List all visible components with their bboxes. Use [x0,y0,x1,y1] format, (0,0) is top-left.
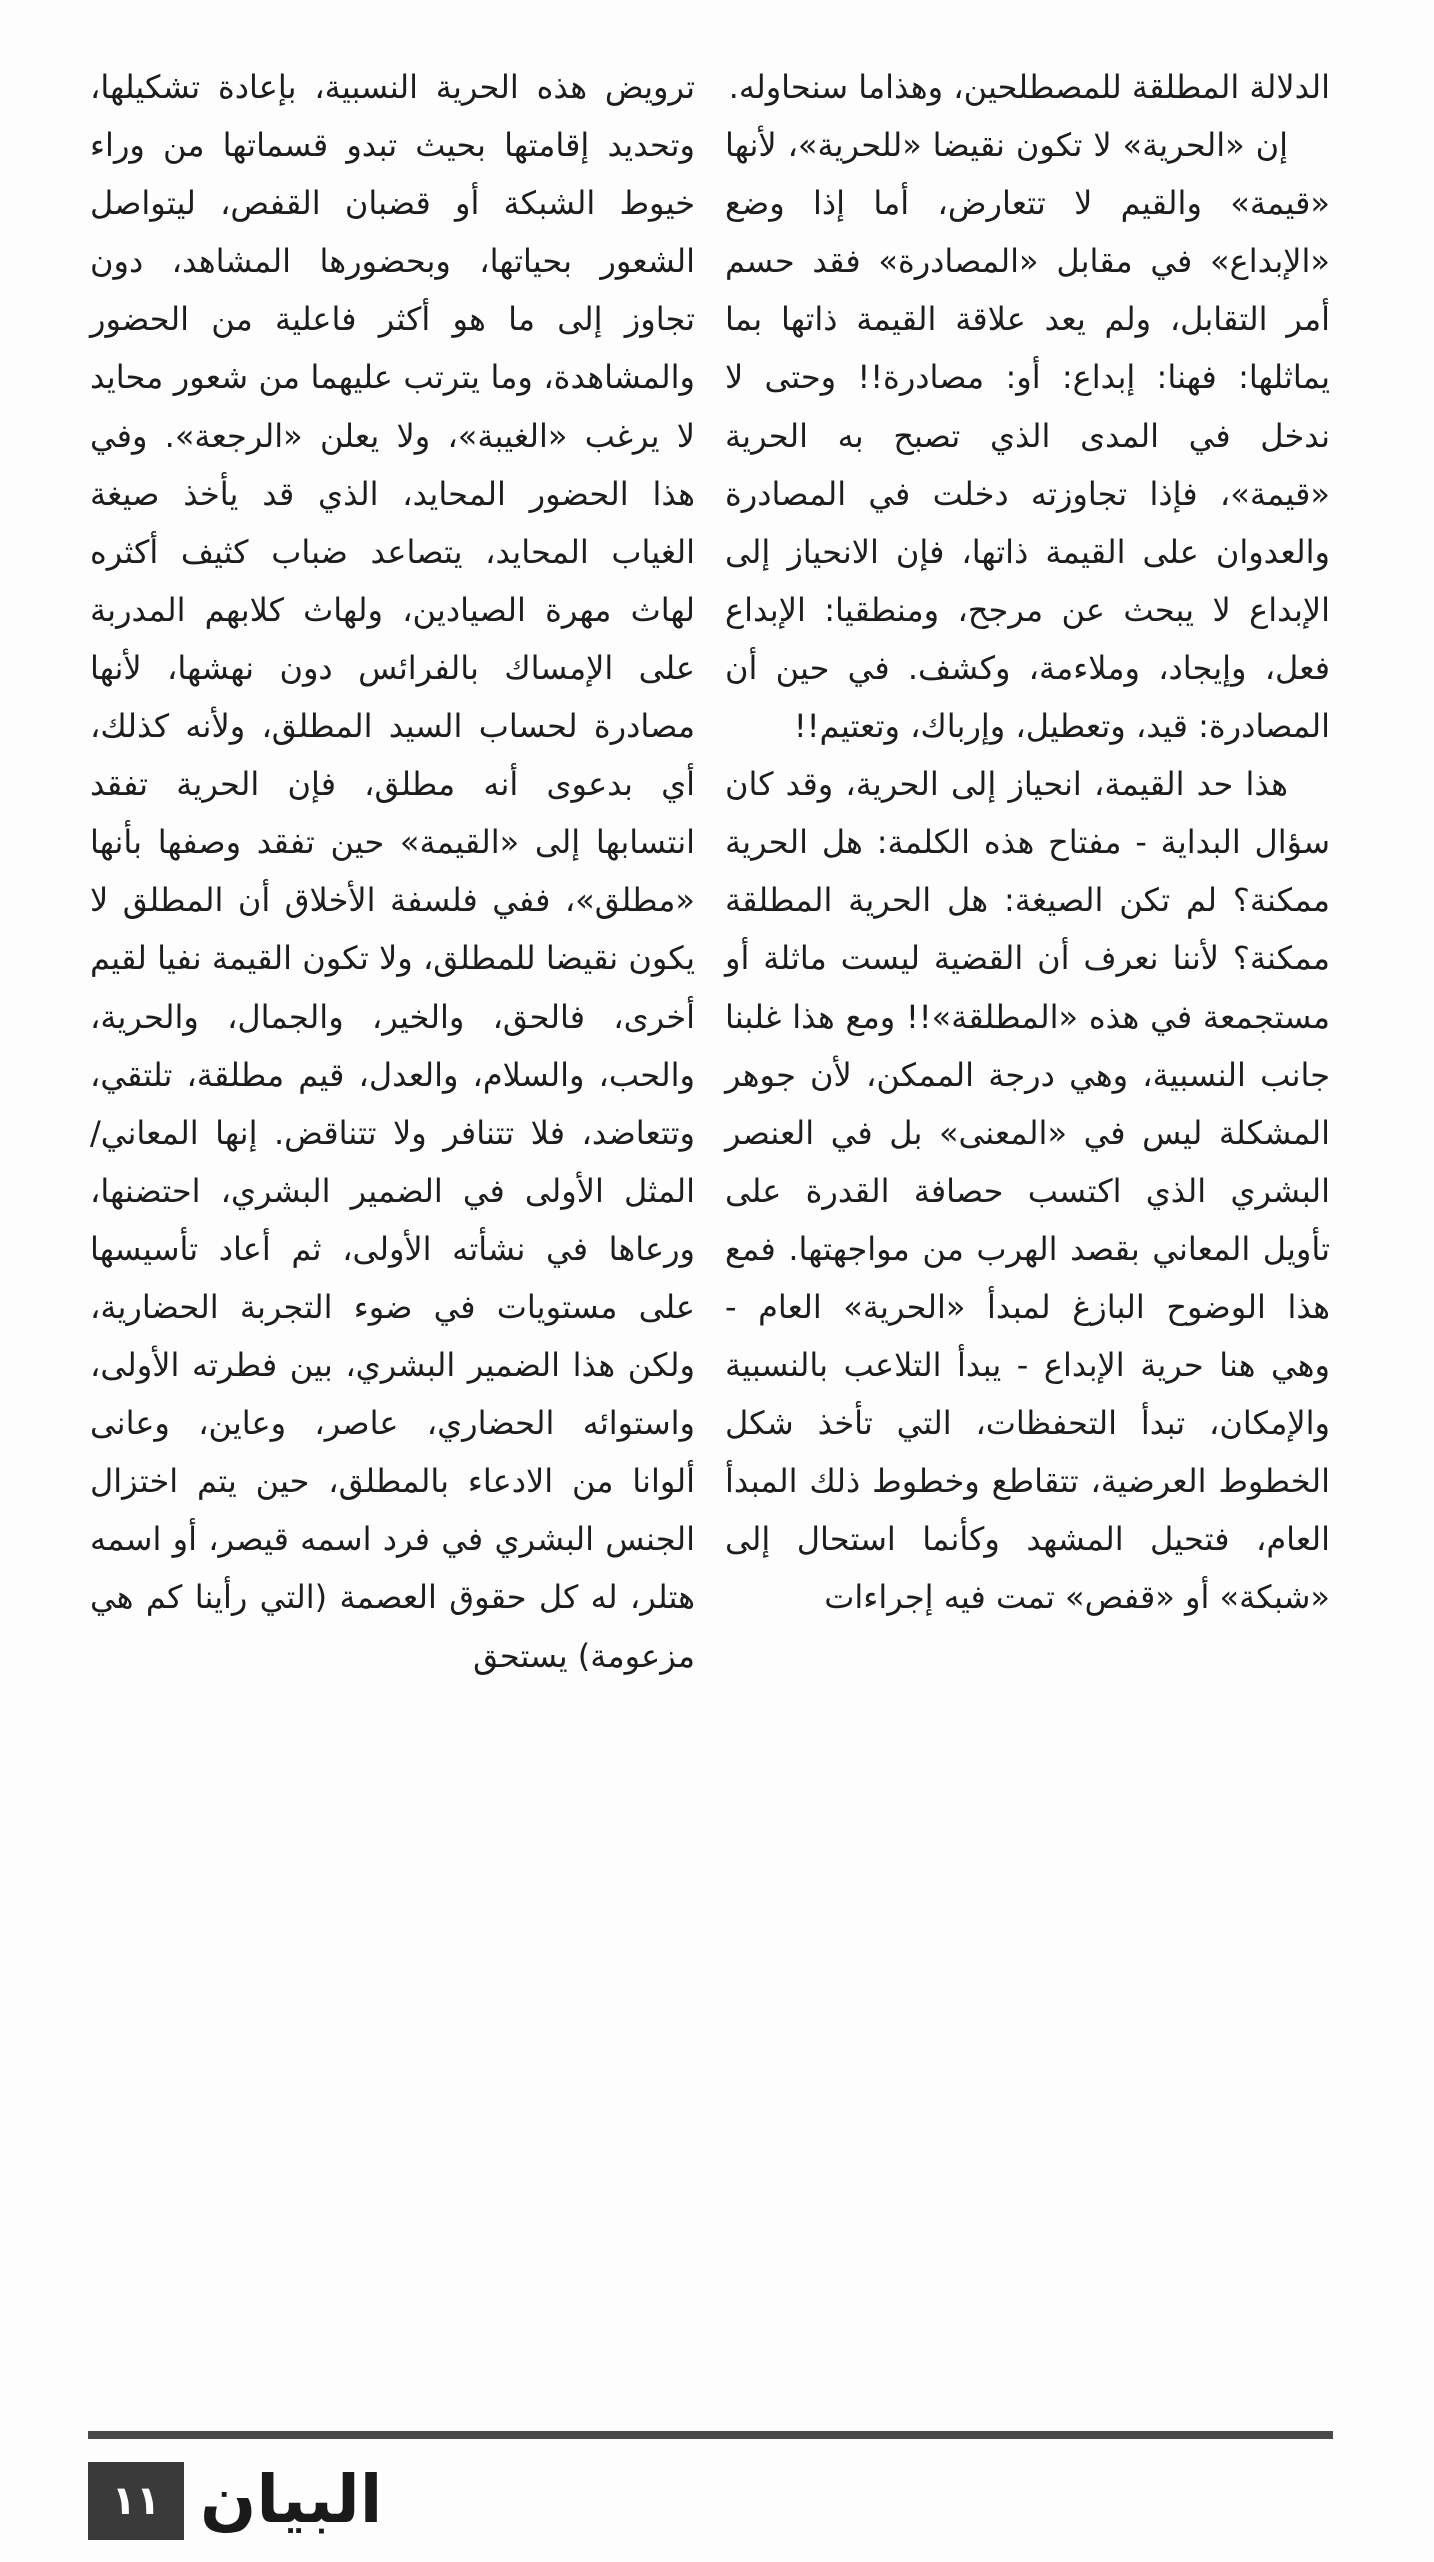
article-column-right [725,58,1330,1627]
page-number: ١١ [88,2462,184,2540]
article-column-left [90,58,695,1685]
paragraph: هذا حد القيمة، انحياز إلى الحرية، وقد كان سؤال البداية - مفتاح هذه الكلمة: هل الحرية ممكنة؟ لم تكن الصيغة: هل الحرية المطلقة ممكنة؟ لأننا نعرف أن القضية ليست ماثلة أو مستجمعة في هذه «المطلقة»!! ومع هذا غلبنا جانب النسبية، وهي درجة الممكن، لأن جوهر المشكلة ليس في «المعنى» بل في العنصر البشري الذي اكتسب حصافة القدرة على تأويل المعاني بقصد الهرب من مواجهتها. فمع هذا الوضوح البازغ لمبدأ «الحرية» العام - وهي هنا حرية الإبداع - يبدأ التلاعب بالنسبية والإمكان، تبدأ التحفظات، التي تأخذ شكل الخطوط العرضية، تتقاطع وخطوط ذلك المبدأ العام، فتحيل المشهد وكأنما استحال إلى «شبكة» أو «قفص» تمت فيه إجراءات [725,765,1330,1617]
paragraph: ترويض هذه الحرية النسبية، بإعادة تشكيلها، وتحديد إقامتها بحيث تبدو قسماتها من وراء خيوط الشبكة أو قضبان القفص، ليتواصل الشعور بحياتها، وبحضورها المشاهد، دون تجاوز إلى ما هو أكثر فاعلية من الحضور والمشاهدة، وما يترتب عليهما من شعور محايد لا يرغب «الغيبة»، ولا يعلن «الرجعة». وفي هذا الحضور المحايد، الذي قد يأخذ صيغة الغياب المحايد، يتصاعد ضباب كثيف أكثره لهاث مهرة الصيادين، ولهاث كلابهم المدربة على الإمساك بالفرائس دون نهشها، لأنها مصادرة لحساب السيد المطلق، ولأنه كذلك، أي بدعوى أنه مطلق، فإن الحرية تفقد انتسابها إلى «القيمة» حين تفقد وصفها بأنها «مطلق»، ففي فلسفة الأخلاق أن المطلق لا يكون نقيضا للمطلق، ولا تكون القيمة نفيا لقيم أخرى، فالحق، والخير، والجمال، والحرية، والحب، والسلام، والعدل، قيم مطلقة، تلتقي، وتتعاضد، فلا تتنافر ولا تتناقض. إنها المعاني/ المثل الأولى في الضمير البشري، احتضنها، ورعاها في نشأته الأولى، ثم أعاد تأسيسها على مستويات في ضوء التجربة الحضارية، ولكن هذا الضمير البشري، بين فطرته الأولى، واستوائه الحضاري، عاصر، وعاين، وعانى ألوانا من الادعاء بالمطلق، حين يتم اختزال الجنس البشري في فرد اسمه قيصر، أو اسمه هتلر، له كل حقوق العصمة (التي رأينا كم هي مزعومة) يستحق [90,68,695,1675]
paragraph: إن «الحرية» لا تكون نقيضا «للحرية»، لأنها «قيمة» والقيم لا تتعارض، أما إذا وضع «الإبداع» في مقابل «المصادرة» فقد حسم أمر التقابل، ولم يعد علاقة القيمة ذاتها بما يماثلها: فهنا: إبداع: أو: مصادرة!! وحتى لا ندخل في المدى الذي تصبح به الحرية «قيمة»، فإذا تجاوزته دخلت في المصادرة والعدوان على القيمة ذاتها، فإن الانحياز إلى الإبداع لا يبحث عن مرجح، ومنطقيا: الإبداع فعل، وإيجاد، وملاءمة، وكشف. في حين أن المصادرة: قيد، وتعطيل، وإرباك، وتعتيم!! [725,126,1330,746]
footer-divider [88,2431,1333,2439]
page-footer [88,2462,488,2542]
paragraph: الدلالة المطلقة للمصطلحين، وهذاما سنحاوله. [728,68,1330,106]
magazine-logo: البيان [200,2461,383,2538]
